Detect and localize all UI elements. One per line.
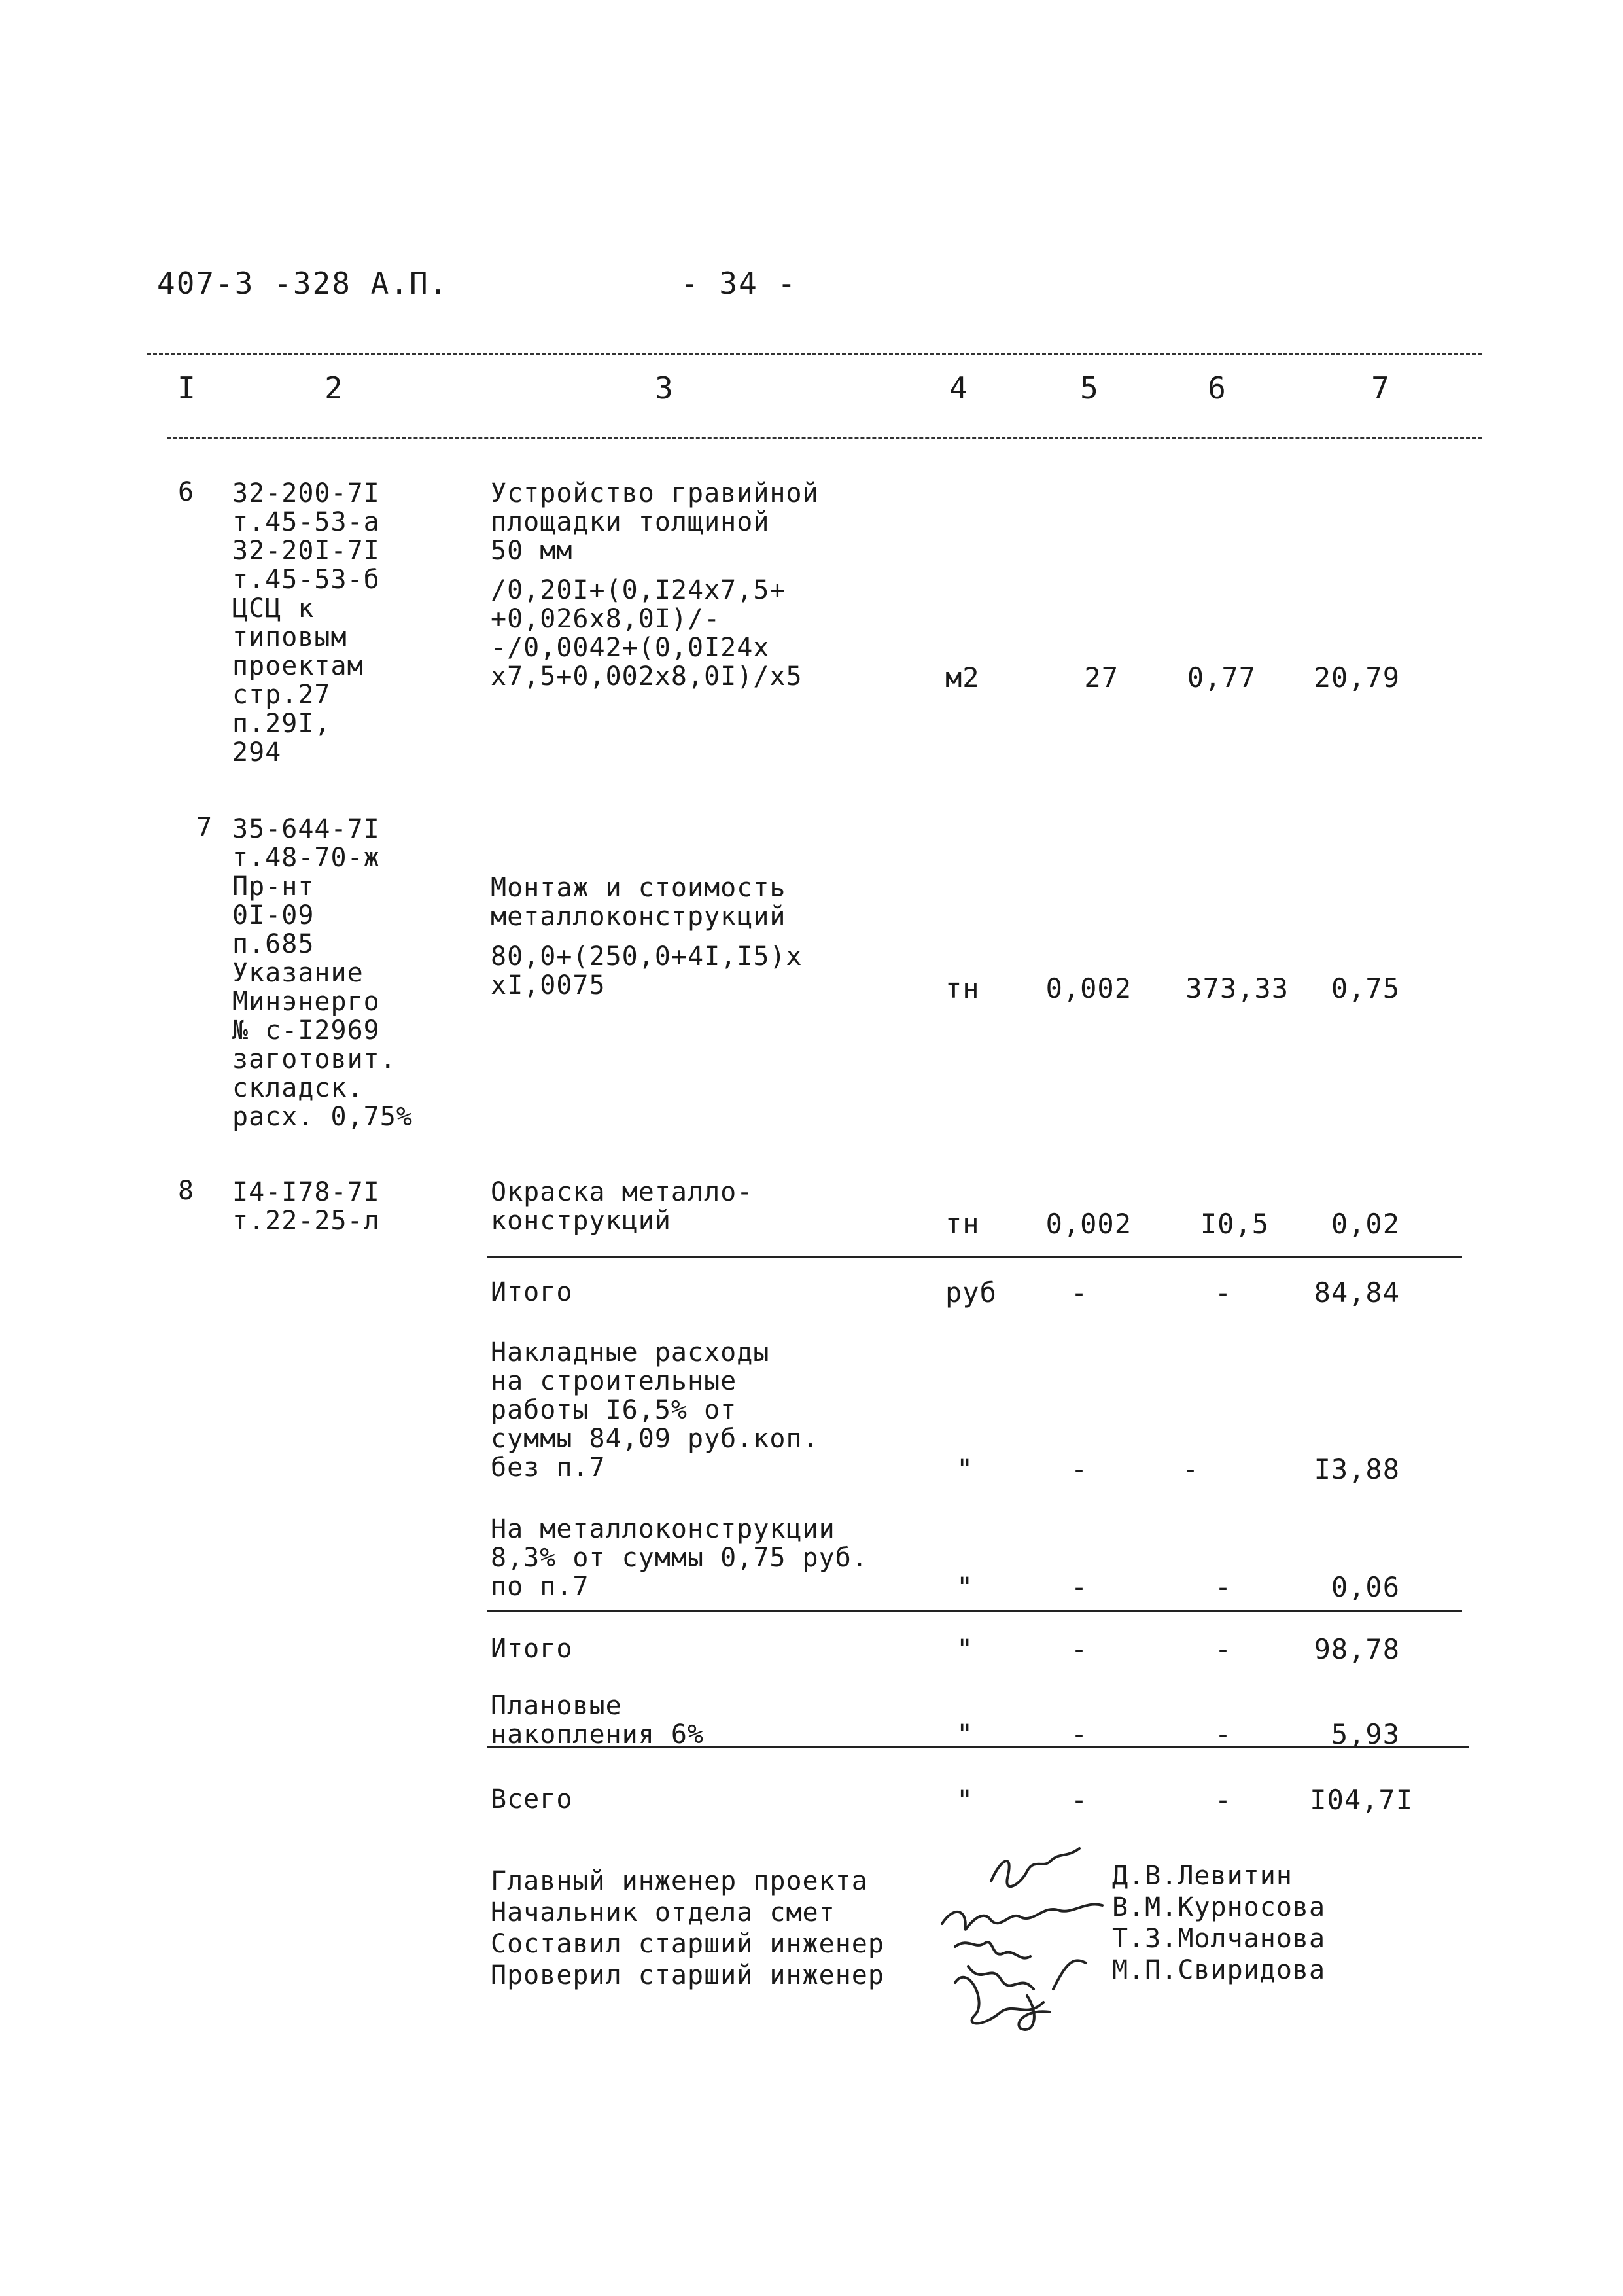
quantity: -: [1070, 1784, 1089, 1816]
unit-price: 373,33: [1185, 972, 1289, 1004]
unit: ": [956, 1633, 974, 1665]
calculation-formula: /0,20I+(0,I24х7,5+ +0,026х8,0I)/- -/0,0042+(0,0I24х х7,5+0,002х8,0I)/х5: [491, 575, 803, 692]
document-code: 407-3 -328 А.П.: [157, 266, 449, 301]
quantity: -: [1070, 1277, 1089, 1309]
work-description: Монтаж и стоимость металлоконструкций: [491, 873, 786, 932]
unit: тн: [945, 972, 980, 1004]
quantity: -: [1070, 1633, 1089, 1665]
summary-label: Плановые накопления 6%: [491, 1691, 705, 1750]
total-cost: 5,93: [1331, 1718, 1400, 1750]
unit: ": [956, 1571, 974, 1603]
summary-label: На металлоконструкции 8,3% от суммы 0,75 руб. по п.7: [491, 1514, 868, 1602]
column-number: 7: [1371, 370, 1389, 406]
signatory-name: Д.В.Левитин: [1112, 1861, 1293, 1891]
signatory-role: Начальник отдела смет: [491, 1898, 835, 1928]
column-number: 5: [1080, 370, 1098, 406]
page-number: - 34 -: [680, 266, 797, 301]
column-number: 2: [324, 370, 343, 406]
quantity: 0,002: [1045, 972, 1132, 1004]
quantity: 27: [1084, 662, 1119, 694]
quantity: 0,002: [1045, 1208, 1132, 1240]
signatory-role: Главный инженер проекта: [491, 1866, 868, 1896]
column-number: I: [177, 370, 196, 406]
signatory-role: Составил старший инженер: [491, 1929, 884, 1959]
unit-price: I0,5: [1200, 1208, 1269, 1240]
total-cost: 98,78: [1314, 1633, 1400, 1665]
total-cost: 0,75: [1331, 972, 1400, 1004]
unit: ": [956, 1453, 974, 1485]
signatory-name: В.М.Курносова: [1112, 1892, 1326, 1922]
summary-label: Итого: [491, 1634, 573, 1664]
total-cost: 0,06: [1331, 1571, 1400, 1603]
calculation-formula: 80,0+(250,0+4I,I5)х хI,0075: [491, 942, 803, 1000]
strikethrough-rule: [487, 1746, 1469, 1748]
total-cost: 84,84: [1314, 1277, 1400, 1309]
summary-label: Итого: [491, 1277, 573, 1307]
summary-label: Накладные расходы на строительные работы I6,5% от суммы 84,09 руб.коп. без п.7: [491, 1337, 819, 1483]
total-cost: 20,79: [1314, 662, 1400, 694]
unit-price: -: [1214, 1718, 1232, 1750]
norm-reference: 35-644-7I т.48-70-ж Пр-нт 0I-09 п.685 Указание Минэнерго № с-I2969 заготовит. складск. расх. 0,75%: [232, 814, 413, 1132]
unit-price: 0,77: [1187, 662, 1256, 694]
row-number: 7: [196, 813, 213, 843]
quantity: -: [1070, 1453, 1089, 1485]
unit-price: -: [1214, 1571, 1232, 1603]
header-bottom-rule: [167, 437, 1482, 439]
signatory-role: Проверил старший инженер: [491, 1960, 884, 1990]
work-description: Окраска металло- конструкций: [491, 1177, 754, 1236]
unit: руб: [945, 1277, 997, 1309]
unit: м2: [945, 662, 980, 694]
row-number: 6: [178, 477, 195, 507]
total-cost: 0,02: [1331, 1208, 1400, 1240]
column-number: 3: [655, 370, 673, 406]
unit: тн: [945, 1208, 980, 1240]
summary-label: Всего: [491, 1784, 573, 1814]
unit-price: -: [1214, 1633, 1232, 1665]
signatory-name: М.П.Свиридова: [1112, 1955, 1326, 1985]
subtotal-rule: [487, 1256, 1462, 1258]
column-number: 6: [1208, 370, 1226, 406]
quantity: -: [1070, 1718, 1089, 1750]
signatory-name: Т.З.Молчанова: [1112, 1924, 1326, 1954]
subtotal-rule: [487, 1610, 1462, 1612]
quantity: -: [1070, 1571, 1089, 1603]
norm-reference: I4-I78-7I т.22-25-л: [232, 1177, 380, 1236]
unit-price: -: [1181, 1453, 1200, 1485]
row-number: 8: [178, 1176, 195, 1206]
work-description: Устройство гравийной площадки толщиной 50 мм: [491, 478, 819, 566]
total-cost: I3,88: [1314, 1453, 1400, 1485]
unit-price: -: [1214, 1277, 1232, 1309]
unit: ": [956, 1784, 974, 1816]
total-cost: I04,7I: [1310, 1784, 1413, 1816]
handwritten-signatures: [929, 1832, 1138, 2041]
norm-reference: 32-200-7I т.45-53-а 32-20I-7I т.45-53-б ЦСЦ к типовым проектам стр.27 п.29I, 294: [232, 478, 380, 768]
header-top-rule: [147, 353, 1482, 355]
unit: ": [956, 1718, 974, 1750]
unit-price: -: [1214, 1784, 1232, 1816]
column-number: 4: [949, 370, 968, 406]
